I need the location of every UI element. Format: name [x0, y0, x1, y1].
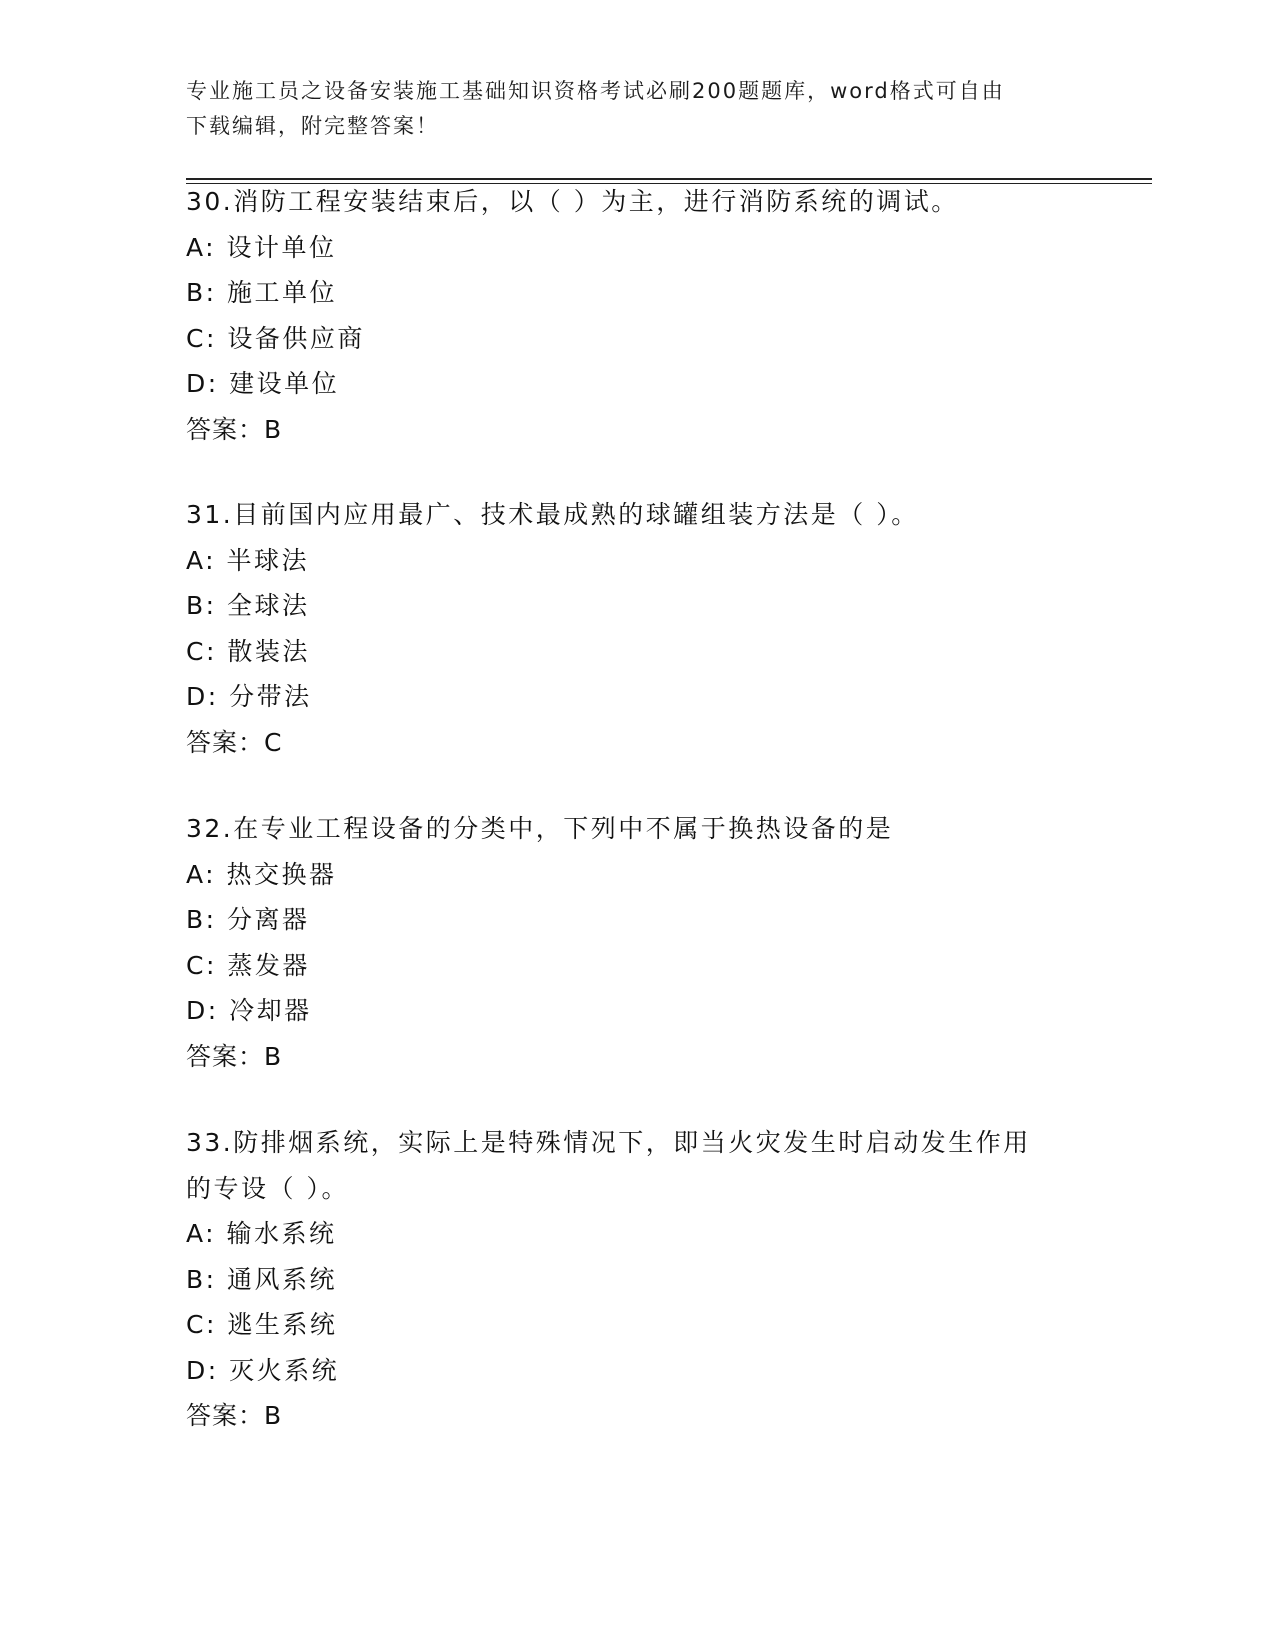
option-b: B: 通风系统: [186, 1264, 338, 1294]
question-33: [186, 1120, 1086, 1439]
question-stem: 32.在专业工程设备的分类中，下列中不属于换热设备的是: [186, 814, 894, 843]
answer: 答案：B: [186, 1041, 283, 1071]
option-a: A: 热交换器: [186, 859, 337, 889]
option-c: C: 逃生系统: [186, 1310, 338, 1339]
question-stem: 31.目前国内应用最广、技术最成熟的球罐组装方法是（ ）。: [186, 500, 919, 529]
question-32: [186, 806, 1086, 1079]
question-stem-line-1: 33.防排烟系统，实际上是特殊情况下，即当火灾发生时启动发生作用: [186, 1128, 1031, 1157]
option-d: D: 灭火系统: [186, 1355, 340, 1385]
option-b: B: 分离器: [186, 905, 310, 934]
answer: 答案：B: [186, 414, 283, 444]
option-a: A: 输水系统: [186, 1219, 337, 1248]
option-c: C: 散装法: [186, 636, 310, 666]
question-30: [186, 179, 1086, 452]
option-d: D: 冷却器: [186, 996, 312, 1025]
option-c: C: 设备供应商: [186, 323, 365, 353]
option-c: C: 蒸发器: [186, 950, 310, 980]
option-d: D: 建设单位: [186, 369, 340, 398]
question-31: [186, 492, 1086, 765]
option-b: B: 全球法: [186, 591, 310, 620]
header-line-1: 专业施工员之设备安装施工基础知识资格考试必刷200题题库，word格式可自由: [186, 79, 1005, 103]
answer: 答案：B: [186, 1401, 283, 1430]
document-header: [186, 74, 1086, 144]
header-line-2: 下载编辑，附完整答案！: [186, 114, 439, 138]
option-a: A: 设计单位: [186, 232, 337, 262]
question-stem-line-2: 的专设（ ）。: [186, 1173, 349, 1203]
option-a: A: 半球法: [186, 545, 310, 575]
option-d: D: 分带法: [186, 682, 312, 711]
option-b: B: 施工单位: [186, 278, 338, 307]
question-stem: 30.消防工程安装结束后，以（ ）为主，进行消防系统的调试。: [186, 187, 959, 216]
answer: 答案：C: [186, 727, 283, 757]
